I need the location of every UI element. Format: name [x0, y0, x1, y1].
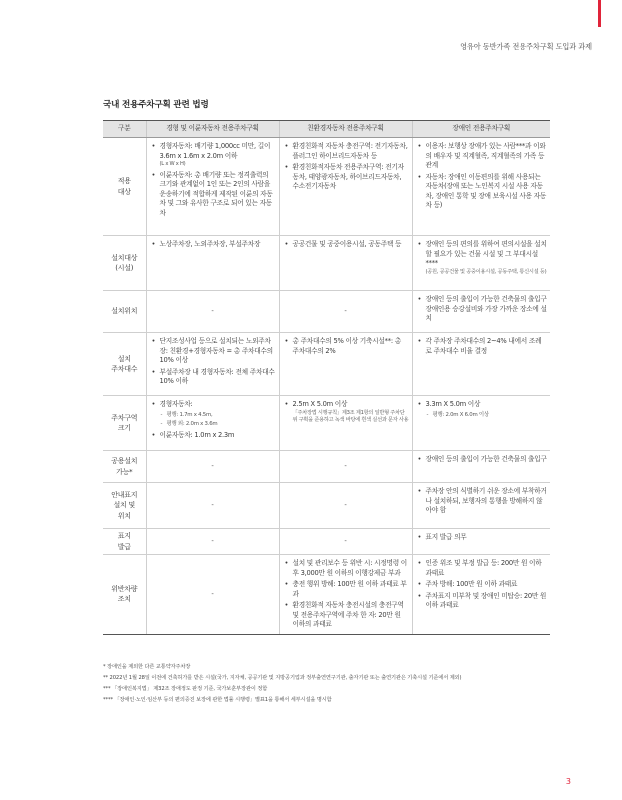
bullet-item — [160, 400, 276, 429]
accent-bar — [598, 0, 601, 27]
table-cell — [412, 236, 550, 291]
sub-list — [160, 411, 276, 429]
row-category — [103, 555, 146, 635]
bullet-list — [416, 455, 548, 465]
row-category-line: 설치위치 — [111, 307, 138, 316]
bullet-list — [283, 337, 409, 356]
empty-cell-dash: - — [279, 291, 412, 333]
sub-list — [426, 411, 548, 420]
bullet-list — [416, 400, 548, 420]
table-cell — [279, 555, 412, 635]
bullet-item — [160, 368, 276, 387]
bullet-item — [293, 240, 409, 250]
column-header: 구분 — [103, 121, 146, 138]
bullet-list — [416, 337, 548, 356]
row-category-line: 크기 — [117, 424, 131, 432]
bullet-list — [283, 559, 409, 630]
table-row — [103, 236, 550, 291]
table-cell — [146, 138, 279, 236]
bullet-text: 주차표지 미부착 및 장애인 미탑승: 20만 원 이하 과태료 — [425, 591, 547, 610]
bullet-item — [426, 559, 548, 578]
bullet-item — [293, 559, 409, 578]
running-header: 영유아 동반가족 전용주차구획 도입과 과제 — [460, 42, 592, 51]
bullet-item — [160, 240, 276, 250]
table-header-row — [103, 121, 550, 138]
bullet-text: 자동차: 장애인 이동편의를 위해 사용되는 자동차(장애 또는 노인복지 시설 사용 자동차, 장애인 통학 및 장애 보육시설 사용 자동차 등) — [425, 172, 547, 210]
table-cell — [412, 451, 550, 483]
bullet-item — [426, 400, 548, 420]
bullet-item — [426, 487, 548, 516]
table-row — [103, 555, 550, 635]
row-category — [103, 396, 146, 451]
table-cell — [412, 333, 550, 396]
bullet-text: 주차 방해: 100만 원 이하 과태료 — [425, 580, 518, 589]
empty-cell-dash: - — [279, 483, 412, 529]
row-category-line: 안내표지 — [111, 490, 138, 499]
row-category — [103, 529, 146, 555]
footnote: * 장애인을 제외한 다른 교통약자주차장 — [103, 664, 191, 670]
row-category-line: 공용설치 — [111, 457, 138, 465]
bullet-item — [426, 592, 548, 611]
table-cell — [279, 138, 412, 236]
bullet-text: 각 주차장 주차대수의 2~4% 내에서 조례로 주차대수 비율 결정 — [425, 337, 542, 355]
bullet-list — [150, 400, 276, 440]
bullet-item — [293, 142, 409, 161]
column-header: 친환경자동차 전용주차구획 — [279, 121, 412, 138]
bullet-item — [160, 142, 276, 169]
table-cell — [146, 396, 279, 451]
table-row — [103, 451, 550, 483]
bullet-item — [426, 173, 548, 211]
bullet-item — [426, 240, 548, 276]
bullet-list — [150, 240, 276, 250]
bullet-list — [283, 240, 409, 250]
bullet-text: 장애인 등의 편의를 위하여 편의시설을 설치할 필요가 있는 건물 시설 및 그 부대시설**** — [425, 240, 547, 268]
table-cell — [412, 555, 550, 635]
bullet-item — [293, 580, 409, 599]
row-category — [103, 291, 146, 333]
table-row — [103, 138, 550, 236]
bullet-text: 환경친화적 자동차 충전시설의 충전구역 및 전용주차구역에 주차 한 자: 20만 원 이하의 과태료 — [292, 601, 404, 629]
row-category-line: 가능* — [116, 467, 133, 476]
bullet-list — [150, 337, 276, 387]
bullet-text: 이륜자동차: 총 배기량 또는 정격출력의 크기와 관계없이 1인 또는 2인의 사람을 운송하기에 적합하게 제작된 이륜의 자동차 및 그와 유사한 구조로 되어 있는 자동차 — [159, 170, 273, 217]
page-number: 3 — [565, 777, 571, 786]
table-cell — [412, 483, 550, 529]
empty-cell-dash: - — [146, 555, 279, 635]
bullet-text: 총 주차대수의 5% 이상 기축시설**: 총 주차대수의 2% — [292, 337, 401, 355]
bullet-item — [293, 601, 409, 630]
table-cell — [279, 396, 412, 451]
footnote: ** 2022년 1월 28일 이전에 건축허가를 받은 시설(국가, 지자체, 공공기관 및 지방공기업과 정부출연연구기관, 출자기관 또는 출연기관은 기축시설 기준에서 제외) — [103, 674, 462, 681]
row-category-line: 위반차량 — [111, 584, 138, 593]
table-row — [103, 529, 550, 555]
table-row — [103, 483, 550, 529]
bullet-text: 주차장 안의 식별하기 쉬운 장소에 부착하거나 설치하되, 보행자의 통행을 방해하지 않아야 함 — [425, 487, 547, 515]
bullet-text: 충전 행위 방해: 100만 원 이하 과태료 부과 — [292, 580, 407, 598]
bullet-text: 2.5m X 5.0m 이상 — [292, 400, 348, 408]
bullet-text: 설치 및 관리보수 등 위반 시: 시정명령 이후 3,000만 원 이하의 이행강제금 부과 — [292, 559, 407, 577]
row-category — [103, 333, 146, 396]
empty-cell-dash: - — [279, 451, 412, 483]
bullet-list — [416, 487, 548, 516]
regulation-table — [103, 120, 550, 635]
row-category-line: 표지 — [117, 532, 131, 540]
row-category-line: 설치 — [117, 354, 131, 363]
row-category-line: 발급 — [117, 542, 131, 551]
footnotes — [103, 662, 563, 706]
bullet-text: 환경친화적자동차 전용주차구역: 전기자동차, 태양광자동차, 하이브리드자동차, 수소전기자동차 — [292, 163, 404, 191]
bullet-text: 장애인 등의 출입이 가능한 건축물의 출입구 — [425, 455, 547, 463]
row-category-line: 주차구역 — [111, 413, 138, 422]
empty-cell-dash: - — [146, 451, 279, 483]
table-cell — [146, 333, 279, 396]
bullet-list — [416, 559, 548, 611]
bullet-item — [293, 163, 409, 192]
bullet-item — [160, 337, 276, 366]
bullet-text: 표지 발급 의무 — [425, 533, 467, 541]
bullet-list — [416, 142, 548, 211]
bullet-item — [426, 533, 548, 543]
row-category — [103, 236, 146, 291]
bullet-text: 단지조성사업 등으로 설치되는 노외주차장: 친환경+경형자동차 = 총 주차대수의 10% 이상 — [159, 337, 273, 365]
row-category-line: (시설) — [115, 264, 134, 272]
bullet-text: 장애인 등의 출입이 가능한 건축물의 출입구 장애인용 승강설비와 가장 가까운 장소에 설치 — [425, 295, 547, 323]
bullet-item — [426, 295, 548, 324]
row-category — [103, 451, 146, 483]
bullet-text: 3.3m X 5.0m 이상 — [425, 400, 481, 408]
bullet-text: 공공건물 및 공중이용시설, 공동주택 등 — [292, 240, 402, 248]
bullet-text: 환경친화적 자동차 충전구역: 전기자동차, 플러그인 하이브리드자동차 등 — [292, 142, 408, 160]
sub-item: - 평행: 2.0m X 6.0m 이상 — [433, 411, 548, 420]
bullet-list — [150, 142, 276, 218]
bullet-text: 이용자: 보행상 장애가 있는 사람***과 이와의 배우자 및 직계혈족, 직계혈족의 가족 등 관계 — [425, 142, 546, 170]
bullet-text: 경형자동차: 배기량 1,000cc 미만, 길이 3.6m x 1.6m x 2.0m 이하 — [159, 142, 271, 160]
bullet-note: 「주차장법 시행규칙」제3조 제1항의 일반형 주차단위 구획을 준용하고 녹색 바탕에 흰색 실선과 문자 사용 — [292, 409, 409, 424]
bullet-text: 노상주차장, 노외주차장, 부설주차장 — [159, 240, 261, 248]
row-category — [103, 138, 146, 236]
bullet-list — [416, 240, 548, 276]
sub-item: - 평행 외: 2.0m x 3.6m — [167, 420, 276, 429]
section-title: 국내 전용주차구획 관련 법령 — [103, 100, 209, 110]
bullet-list — [283, 142, 409, 192]
row-category-line: 조치 — [117, 595, 131, 604]
bullet-item — [426, 337, 548, 356]
bullet-item — [293, 337, 409, 356]
table-cell — [146, 236, 279, 291]
table-cell — [412, 138, 550, 236]
bullet-text: 이륜자동차: 1.0m x 2.3m — [159, 430, 235, 439]
table-cell — [412, 529, 550, 555]
empty-cell-dash: - — [279, 529, 412, 555]
bullet-list — [283, 400, 409, 425]
bullet-item — [426, 455, 548, 465]
row-category — [103, 483, 146, 529]
column-header: 경형 및 이륜자동차 전용주차구획 — [146, 121, 279, 138]
table-row — [103, 396, 550, 451]
table-cell — [412, 291, 550, 333]
column-header: 장애인 전용주차구획 — [412, 121, 550, 138]
row-category-line: 위치 — [117, 511, 131, 520]
footnote: **** 「장애인·노인·임산부 등의 편의증진 보장에 관한 법률 시행령」별표1을 통해서 세부시설을 명시함 — [103, 696, 332, 703]
empty-cell-dash: - — [146, 291, 279, 333]
table-cell — [279, 236, 412, 291]
table-row — [103, 333, 550, 396]
table-body — [103, 138, 550, 635]
row-category-line: 설치 및 — [113, 501, 135, 510]
footnote: *** 「장애인복지법」 제32조 장애정도 판정 기준, 국가보훈부장관이 정함 — [103, 685, 268, 692]
empty-cell-dash: - — [146, 529, 279, 555]
bullet-text: 인증 위조 및 부정 발급 등: 200만 원 이하 과태료 — [425, 559, 542, 577]
bullet-note: (L x W x H) — [159, 161, 186, 168]
table-cell — [412, 396, 550, 451]
bullet-list — [416, 295, 548, 324]
bullet-item — [426, 142, 548, 171]
row-category-line: 설치대상 — [111, 253, 138, 262]
bullet-list — [416, 533, 548, 543]
empty-cell-dash: - — [146, 483, 279, 529]
table-row — [103, 291, 550, 333]
bullet-item — [426, 580, 548, 590]
bullet-item — [293, 400, 409, 425]
table-cell — [279, 333, 412, 396]
bullet-item — [160, 431, 276, 441]
bullet-text: 부설주차장 내 경형자동차: 전체 주차대수 10% 이하 — [159, 367, 275, 386]
sub-item: - 평행: 1.7m x 4.5m, — [167, 411, 276, 420]
row-category-line: 적용 — [117, 177, 131, 185]
bullet-text: 경형자동차: — [159, 400, 193, 408]
bullet-item — [160, 171, 276, 219]
row-category-line: 주차대수 — [111, 365, 138, 373]
row-category-line: 대상 — [117, 187, 131, 196]
bullet-note: (공원, 공공건물 및 공중이용시설, 공동주택, 통신시설 등) — [425, 268, 547, 275]
